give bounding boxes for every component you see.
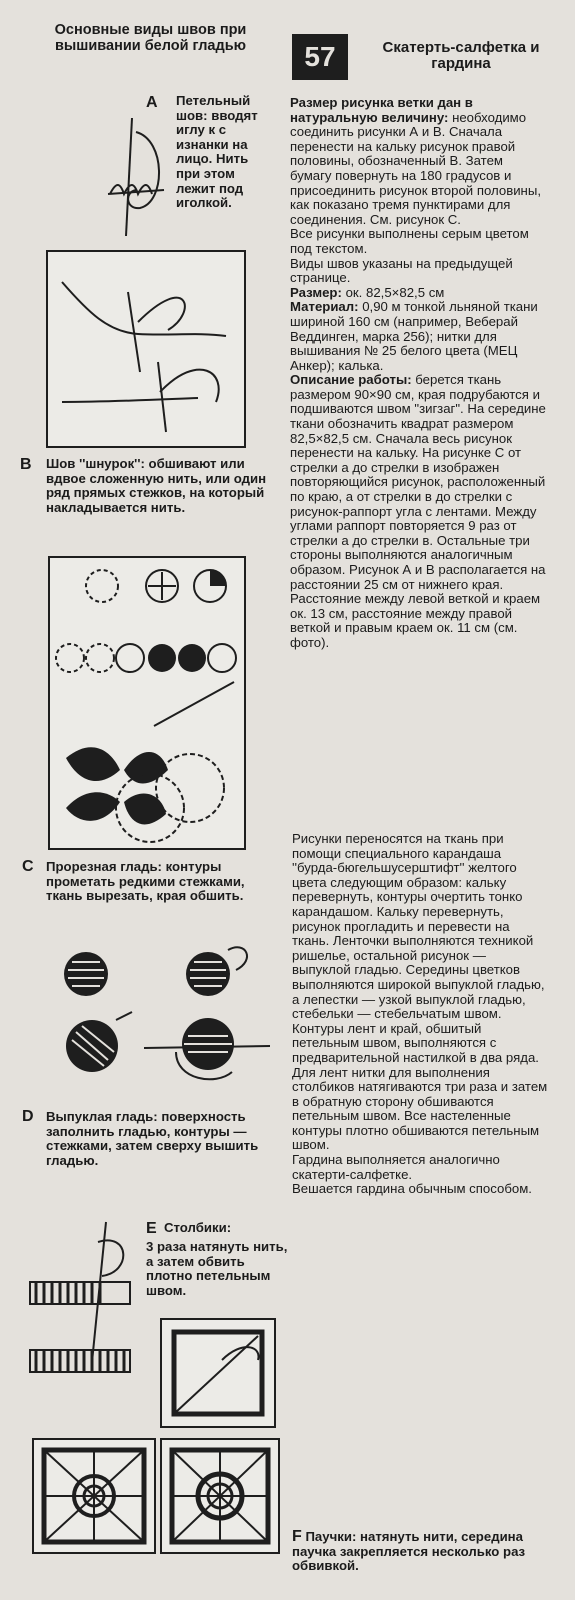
intro-lead: Размер рисунка ветки дан в натуральную величину:	[290, 95, 473, 125]
work-paragraph	[290, 373, 548, 650]
work-label: Описание работы:	[290, 372, 412, 388]
label-a: A	[146, 94, 158, 111]
label-b: B	[20, 456, 32, 473]
pattern-number: 57	[292, 34, 348, 80]
hang-paragraph: Вешается гардина обычным способом.	[292, 1181, 532, 1197]
stitch-a-illustration	[96, 112, 176, 242]
size-value: ок. 82,5×82,5 см	[345, 284, 445, 300]
left-title: Основные виды швов при вышивании белой гладью	[54, 22, 247, 54]
stitch-e-text: 3 раза натянуть нить, а затем обвить плотно петельным швом.	[146, 1239, 288, 1298]
label-c: C	[22, 858, 34, 875]
label-e: E	[146, 1220, 157, 1237]
label-d: D	[22, 1108, 34, 1125]
stitch-d-text: поверхность заполнить гладью, контуры — стежками, затем сверху вышить гладью.	[46, 1109, 259, 1168]
satin-stitch-illustration	[56, 940, 276, 1090]
stitch-a-name: Петельный шов:	[176, 93, 251, 123]
stitch-b-name: Шов ''шнурок'':	[46, 456, 145, 471]
material-line	[290, 300, 548, 373]
intro-text: необходимо соединить рисунки А и В. Сначала перенести на кальку рисунок правой половины, обозначенный В. Затем бумагу повернуть на 180 градусов и присоединить рисунок второй половины, как показано тремя пунктирами для соединения. См. рисунок С.	[290, 109, 541, 227]
curtain-paragraph: Гардина выполняется аналогично скатерти-салфетке.	[292, 1152, 500, 1182]
size-label: Размер:	[290, 284, 342, 300]
stitch-a-photo	[46, 250, 246, 448]
spider-web-photo-2	[160, 1438, 280, 1554]
bar-stitch-illustration	[22, 1212, 138, 1388]
work-value: берется ткань размером 90×90 см, края подрубаются и подшиваются швом "зигзаг". На середине ткани обозначить квадрат размером 82,5×82,5 см. Сначала весь рисунок перенести на кальку. На рисунке С от стрелки а до стрелки в изображен повторяющийся рисунок, расположенный по краю, а от стрелки в до стрелки с рисунок-раппорт угла с лентами. Между углами раппорт повторяется 9 раз от стрелки а до стрелки в. Остальные три стороны выполняются аналогичным образом. Рисунок А и В располагается на расстоянии 25 см от нижнего края. Расстояние между левой веткой и краем ок. 13 см, расстояние между правой веткой и правым краем ок. 11 см (см. фото).	[290, 372, 546, 650]
stitch-b-text: обшивают или вдвое сложенную нить, или один ряд прямых стежков, на который накладывается нить.	[46, 456, 267, 515]
intro-paragraph	[290, 96, 548, 227]
cutwork-photo	[48, 556, 246, 850]
material-value: 0,90 м тонкой льняной ткани шириной 160 см (например, Веберай Веддинген, марка 256); нитки для вышивания № 25 белого цвета (МЕЦ Анкер); калька.	[290, 299, 538, 373]
stitches-note: Виды швов указаны на предыдущей странице.	[290, 255, 513, 286]
stitch-f-name: Паучки:	[305, 1529, 357, 1544]
stitch-a-text: вводят иглу к с изнанки на лицо. Нить при этом лежит под иголкой.	[176, 107, 258, 211]
stitch-d-name: Выпуклая гладь:	[46, 1109, 158, 1124]
stitch-c-name: Прорезная гладь:	[46, 859, 162, 874]
stitch-e-name: Столбики:	[164, 1220, 232, 1235]
size-line	[290, 286, 548, 301]
stitch-c-text: контуры прометать редкими стежками, ткань вырезать, края обшить.	[46, 859, 245, 904]
gray-note: Все рисунки выполнены серым цветом под текстом.	[290, 226, 529, 256]
pattern-title: Скатерть-салфетка и гардина	[382, 39, 540, 72]
bar-frame-photo	[160, 1318, 276, 1428]
transfer-paragraph: Рисунки переносятся на ткань при помощи специального карандаша ''бурда-бюгельшусерштифт'' желтого цвета следующим образом: кальку перевернуть, контуры очертить тонко карандашом. Кальку перевернуть, рисунок прогладить и перевести на ткань. Ленточки выполняются техникой ришелье, остальной рисунок — выпуклой гладью. Середины цветков выполняются широкой выпуклой гладью, а лепестки — узкой выпуклой гладью, стебельки — стебельчатым швом. Контуры лент и край, обшитый петельным швом, выполняются с предварительной настилкой в два ряда. Для лент нитки для выполнения столбиков натягиваются три раза и затем в обратную сторону обшиваются петельным швом. Все настеленные контуры плотно обшиваются петельным швом.	[292, 831, 548, 1153]
stitch-f-text: натянуть нити, середина паучка закрепляется несколько раз обвивкой.	[292, 1529, 526, 1574]
spider-web-photo-1	[32, 1438, 156, 1554]
label-f: F	[292, 1528, 302, 1545]
material-label: Материал:	[290, 299, 359, 315]
